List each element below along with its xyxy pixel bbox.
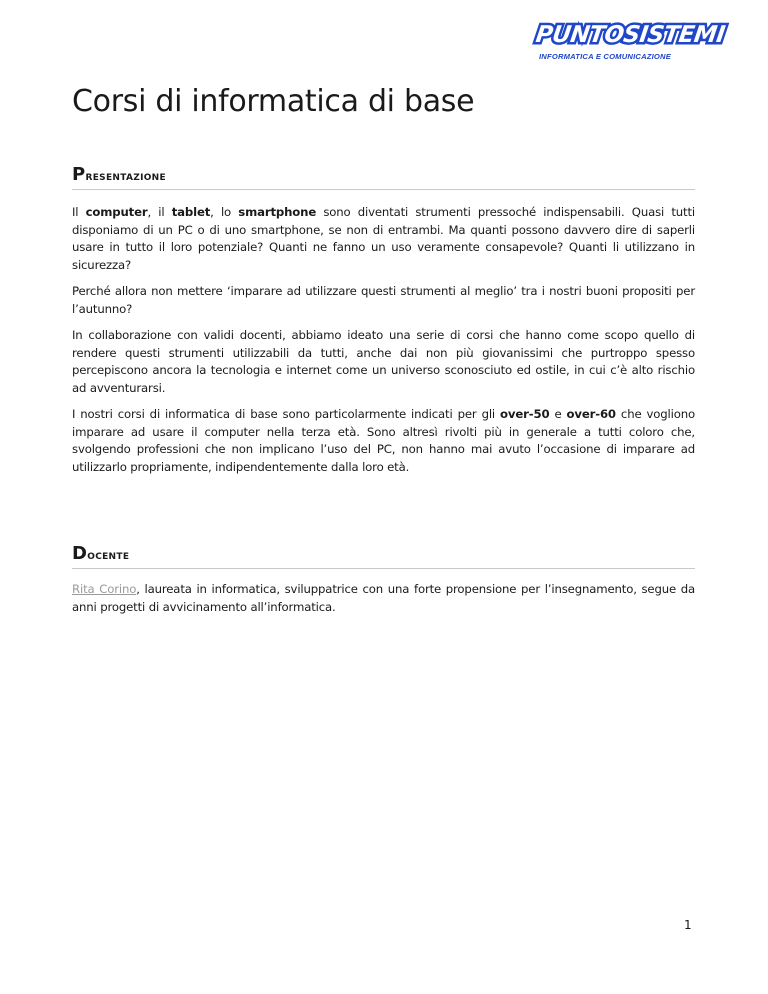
text-run: I nostri corsi di informatica di base sono particolarmente indicati per gli <box>72 407 501 421</box>
docente-name-link[interactable]: Rita Corino <box>72 582 137 596</box>
bold-term: smartphone <box>238 205 317 219</box>
page-title: Corsi di informatica di base <box>72 84 475 119</box>
text-run: e <box>549 407 567 421</box>
text-run: Il <box>72 205 86 219</box>
page-number: 1 <box>684 918 692 932</box>
text-run: , il <box>147 205 172 219</box>
bold-term: over-50 <box>500 407 550 421</box>
paragraph <box>72 406 695 476</box>
paragraph: Perché allora non mettere ‘imparare ad utilizzare questi strumenti al meglio’ tra i nostri buoni propositi per l’autunno? <box>72 284 695 316</box>
docente-body <box>72 581 695 625</box>
text-run: sono diventati strumenti pressoché indispensabili. Quasi tutti disponiamo di un PC o di uno smartphone, se non di entrambi. Ma quanti possono davvero dire di saperli usare in tutto il loro potenziale? Quanti ne fanno un uso veramente consapevole? Quanti li utilizzano in sicurezza? <box>72 205 695 272</box>
text-run: che vogliono imparare ad usare il computer nella terza età. Sono altresì rivolti più in generale a tutti coloro che, svolgendo professioni che non implicano l’uso del PC, non hanno mai avuto l’occasione di imparare ad utilizzarlo propriamente, indipendentemente dalla loro età. <box>72 407 695 474</box>
bold-term: computer <box>85 205 148 219</box>
text-run: , lo <box>210 205 239 219</box>
text-run: , laureata in informatica, sviluppatrice con una forte propensione per l’insegnamento, segue da anni progetti di avvicinamento all’informatica. <box>72 582 695 614</box>
paragraph <box>72 581 695 616</box>
bold-term: over-60 <box>566 407 616 421</box>
paragraph <box>72 204 695 274</box>
section-heading-docente: Docente <box>72 544 695 569</box>
presentazione-body <box>72 204 695 485</box>
bold-term: tablet <box>171 205 211 219</box>
paragraph: In collaborazione con validi docenti, abbiamo ideato una serie di corsi che hanno come scopo quello di rendere questi strumenti utilizzabili da tutti, anche dai non più giovanissimi che purtroppo spesso percepiscono ancora la tecnologia e internet come un universo sconosciuto ed ostile, in cui c’è alto rischio ad avventurarsi. <box>72 328 695 395</box>
section-heading-presentazione: Presentazione <box>72 165 695 190</box>
logo-tagline: INFORMATICA E COMUNICAZIONE <box>539 52 671 61</box>
logo-brand: PUNTOSISTEMI <box>534 22 727 48</box>
puntosistemi-logo <box>534 19 727 65</box>
